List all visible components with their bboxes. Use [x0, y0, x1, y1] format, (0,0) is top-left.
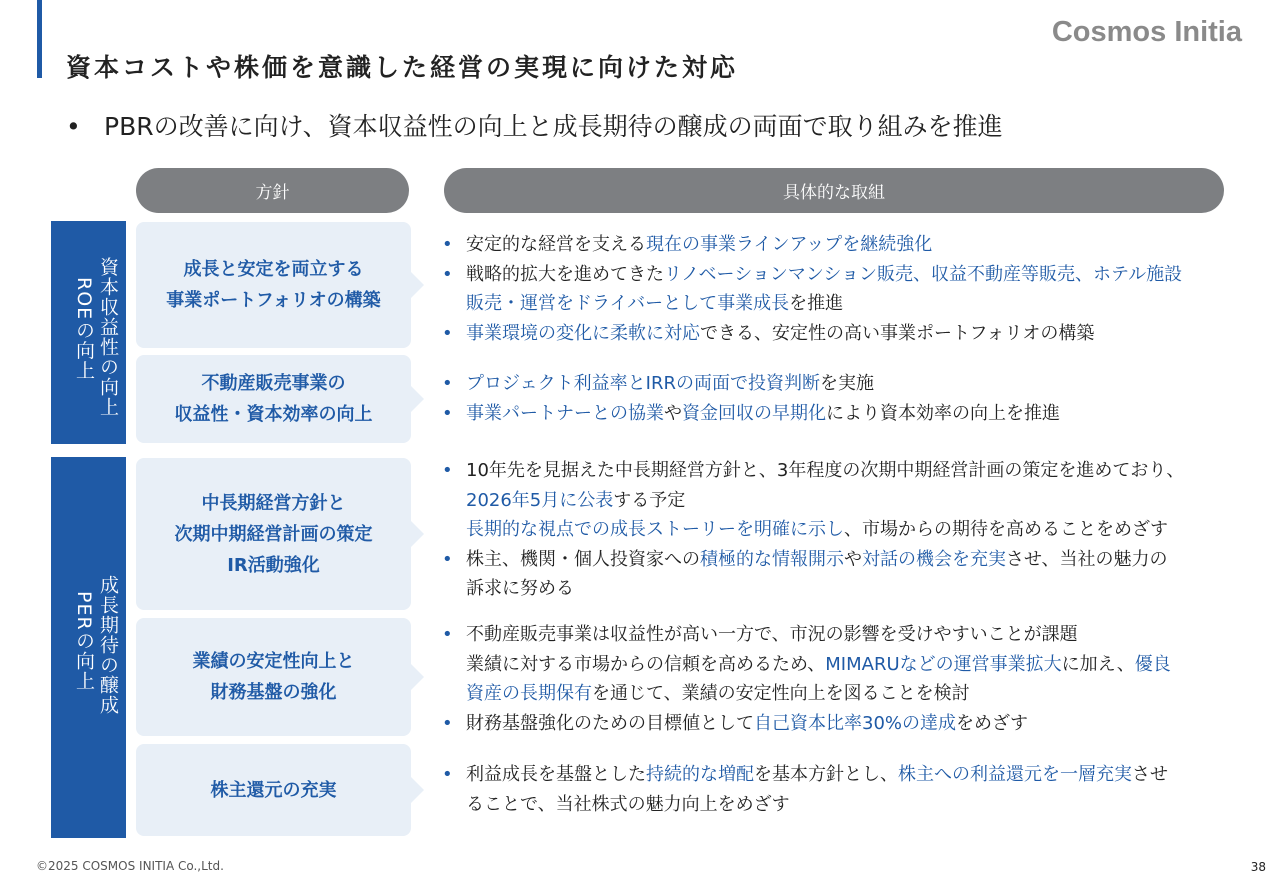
page-title: 資本コストや株価を意識した経営の実現に向けた対応 — [66, 53, 739, 82]
action-bullet: • 事業パートナーとの協業や資金回収の早期化により資本効率の向上を推進 — [440, 399, 1240, 429]
actions-portfolio — [440, 230, 1240, 348]
action-bullet-continuation: 資産の長期保有を通じて、業績の安定性向上を図ることを検討 — [466, 683, 970, 704]
lead-text: PBRの改善に向け、資本収益性の向上と成長期待の醸成の両面で取り組みを推進 — [104, 112, 1003, 141]
action-bullet-continuation: 業績に対する市場からの信頼を高めるため、MIMARUなどの運営事業拡大に加え、優良 — [466, 653, 1171, 675]
action-bullet-continuation: 訴求に努める — [466, 578, 574, 599]
footer-copyright: ©2025 COSMOS INITIA Co.,Ltd. — [36, 859, 224, 873]
group-roe-inner-label: ROEの向上 — [73, 277, 95, 381]
policy-line: 不動産販売事業の — [201, 373, 346, 394]
action-bullet: • 利益成長を基盤とした持続的な増配を基本方針とし、株主への利益還元を一層充実させ — [440, 760, 1240, 790]
policy-line: 株主還元の充実 — [210, 779, 337, 801]
page-number: 38 — [1250, 860, 1266, 874]
group-label-roe — [51, 221, 126, 444]
action-bullet-continuation: 販売・運営をドライバーとして事業成長を推進 — [466, 293, 844, 314]
action-bullet: • 財務基盤強化のための目標値として自己資本比率30%の達成をめざす — [440, 709, 1240, 739]
lead-bullet: • — [66, 112, 81, 141]
group-per-inner-label: PERの向上 — [73, 591, 95, 691]
action-bullet: • プロジェクト利益率とIRRの両面で投資判断を実施 — [440, 369, 1240, 399]
actions-shareholder-return — [440, 760, 1240, 819]
action-bullet-continuation: ることで、当社株式の魅力向上をめざす — [466, 793, 790, 815]
policy-line: 財務基盤の強化 — [210, 682, 337, 703]
policy-line: 中長期経営方針と — [201, 492, 346, 514]
action-bullet-continuation: 2026年5月に公表する予定 — [466, 489, 686, 511]
title-accent-bar — [37, 0, 42, 78]
policy-line: 成長と安定を両立する — [183, 259, 364, 280]
group-label-per — [51, 457, 126, 838]
policy-line: 収益性・資本効率の向上 — [174, 404, 373, 425]
action-bullet: • 戦略的拡大を進めてきたリノベーションマンション販売、収益不動産等販売、ホテル施設 — [440, 260, 1240, 290]
lead-statement — [66, 107, 1003, 143]
company-logo: Cosmos Initia — [1051, 16, 1242, 48]
column-header-actions: 具体的な取組 — [444, 168, 1224, 213]
policy-box-real-estate — [136, 355, 411, 443]
policy-line: IR活動強化 — [227, 554, 320, 576]
group-roe-outer-label: 資本収益性の向上 — [97, 257, 119, 417]
policy-box-stability — [136, 618, 411, 736]
policy-box-shareholder-return — [136, 744, 411, 836]
policy-line: 事業ポートフォリオの構築 — [166, 290, 381, 311]
action-bullet: • 10年先を見据えた中長期経営方針と、3年程度の次期中期経営計画の策定を進めており、 — [440, 456, 1240, 486]
action-bullet: • 安定的な経営を支える現在の事業ラインアップを継続強化 — [440, 230, 1240, 260]
policy-box-portfolio — [136, 222, 411, 348]
actions-real-estate — [440, 369, 1240, 428]
action-bullet-continuation: 長期的な視点での成長ストーリーを明確に示し、市場からの期待を高めることをめざす — [466, 519, 1168, 540]
policy-line: 業績の安定性向上と — [192, 651, 355, 672]
actions-midterm-plan — [440, 456, 1240, 604]
policy-box-midterm-plan — [136, 458, 411, 610]
group-per-outer-label: 成長期待の醸成 — [97, 575, 119, 715]
action-bullet: • 不動産販売事業は収益性が高い一方で、市況の影響を受けやすいことが課題 — [440, 620, 1240, 650]
column-header-policy: 方針 — [136, 168, 409, 213]
actions-stability — [440, 620, 1240, 738]
action-bullet: • 事業環境の変化に柔軟に対応できる、安定性の高い事業ポートフォリオの構築 — [440, 319, 1240, 349]
action-bullet: • 株主、機関・個人投資家への積極的な情報開示や対話の機会を充実させ、当社の魅力の — [440, 545, 1240, 575]
policy-line: 次期中期経営計画の策定 — [174, 523, 373, 545]
